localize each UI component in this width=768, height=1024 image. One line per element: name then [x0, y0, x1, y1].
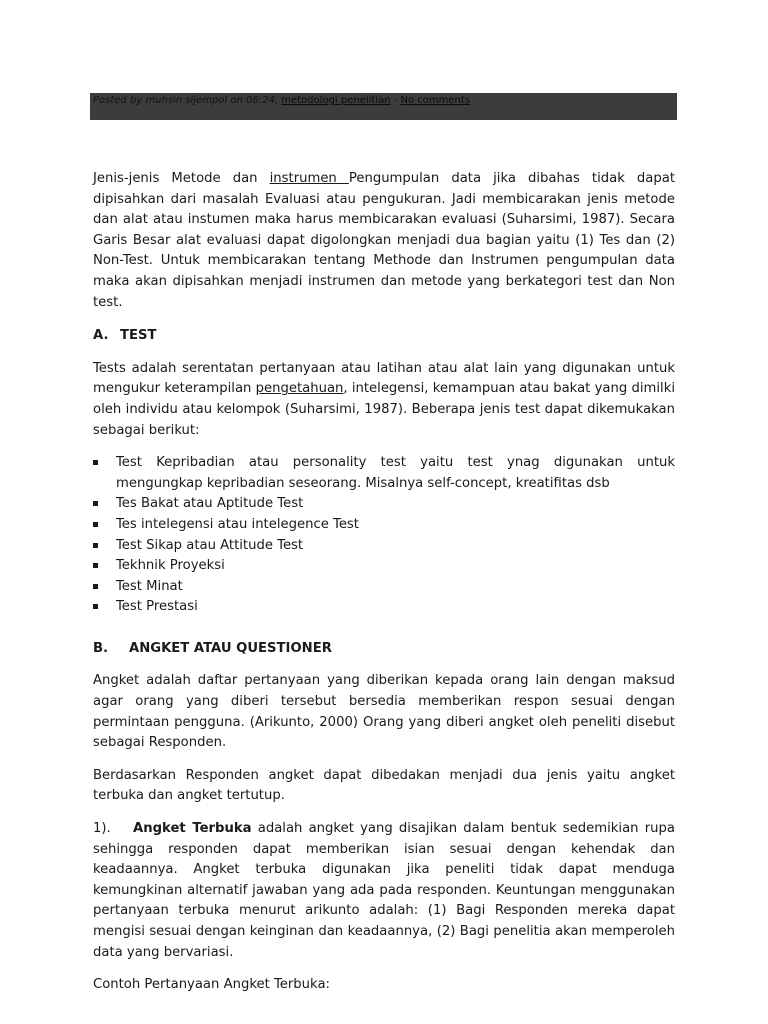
instrumen-link[interactable]: instrumen: [269, 171, 349, 186]
list-item: Tes Bakat atau Aptitude Test: [93, 494, 675, 515]
list-item: Tekhnik Proyeksi: [93, 556, 675, 577]
comments-link[interactable]: No comments: [400, 95, 471, 106]
intro-text-rest: Pengumpulan data jika dibahas tidak dapat dipisahkan dari masalah Evaluasi atau pengukuran. Jadi membicarakan jenis metode dan alat atau instumen maka harus membicarakan evaluasi (Suharsimi, 1987). Secara Garis Besar alat evaluasi dapat digolongkan menjadi dua bagian yaitu (1) Tes dan (2) Non-Test. Untuk membicarakan tentang Methode dan Instrumen pengumpulan data maka akan dipisahkan menjadi instrumen dan metode yang berkategori test dan Non test.: [93, 171, 675, 310]
list-item: Tes intelegensi atau intelegence Test: [93, 515, 675, 536]
section-a-title: TEST: [120, 328, 157, 344]
article-body: [93, 169, 675, 996]
section-b-paragraph-2: Berdasarkan Responden angket dapat dibedakan menjadi dua jenis yaitu angket terbuka dan angket tertutup.: [93, 767, 675, 804]
section-a-label: A.: [93, 328, 109, 344]
list-item: Test Prestasi: [93, 597, 675, 618]
post-meta-prefix: Posted by muhsin sijempol on 06:24,: [93, 95, 279, 106]
post-meta-separator: -: [393, 95, 398, 106]
section-b-label: B.: [93, 640, 109, 656]
list-item: Test Sikap atau Attitude Test: [93, 536, 675, 557]
pengetahuan-link[interactable]: pengetahuan: [255, 381, 344, 397]
category-link[interactable]: metodologi penelitian: [281, 95, 391, 106]
section-b-paragraph-1: Angket adalah daftar pertanyaan yang diberikan kepada orang lain dengan maksud agar orang yang diberi tersebut bersedia memberikan respon sesuai dengan permintaan pengguna. (Arikunto, 2000) Orang yang diberi angket oleh peneliti disebut sebagai Responden.: [93, 673, 675, 751]
list-item: Test Kepribadian atau personality test yaitu test ynag digunakan untuk mengungkap kepribadian seseorang. Misalnya self-concept, kreatifitas dsb: [93, 453, 675, 494]
intro-paragraph: [93, 169, 675, 313]
section-b-heading: [93, 639, 675, 660]
section-b-title: ANGKET ATAU QUESTIONER: [129, 640, 332, 656]
intro-text-start: Jenis-jenis Metode dan: [93, 171, 270, 186]
section-a-heading: [93, 326, 675, 347]
list-item: Test Minat: [93, 577, 675, 598]
angket-terbuka-text: adalah angket yang disajikan dalam bentuk sedemikian rupa sehingga responden dapat memberikan isian sesuai dengan kehendak dan keadaannya. Angket terbuka digunakan jika peneliti tidak dapat menduga kemungkinan alternatif jawaban yang ada pada responden. Keuntungan menggunakan pertanyaan terbuka menurut arikunto adalah: (1) Bagi Responden mereka dapat mengisi sesuai dengan keinginan dan keadaannya, (2) Bagi penelitia akan memperoleh data yang bervariasi.: [93, 821, 675, 960]
section-a-text-start: Tests adalah serentatan pertanyaan atau latihan atau alat lain yang digunakan untuk mengukur keterampilan: [93, 360, 675, 397]
item-number: 1).: [93, 821, 111, 837]
test-types-list: [93, 453, 675, 618]
angket-terbuka-paragraph: [93, 819, 675, 963]
post-meta-bar: [90, 93, 677, 120]
angket-terbuka-term: Angket Terbuka: [133, 821, 252, 837]
example-label: Contoh Pertanyaan Angket Terbuka:: [93, 977, 330, 993]
section-a-paragraph: [93, 359, 675, 441]
section-a-text-rest: , intelegensi, kemampuan atau bakat yang dimilki oleh individu atau kelompok (Suharsimi, 1987). Beberapa jenis test dapat dikemukakan sebagai berikut:: [93, 381, 675, 438]
